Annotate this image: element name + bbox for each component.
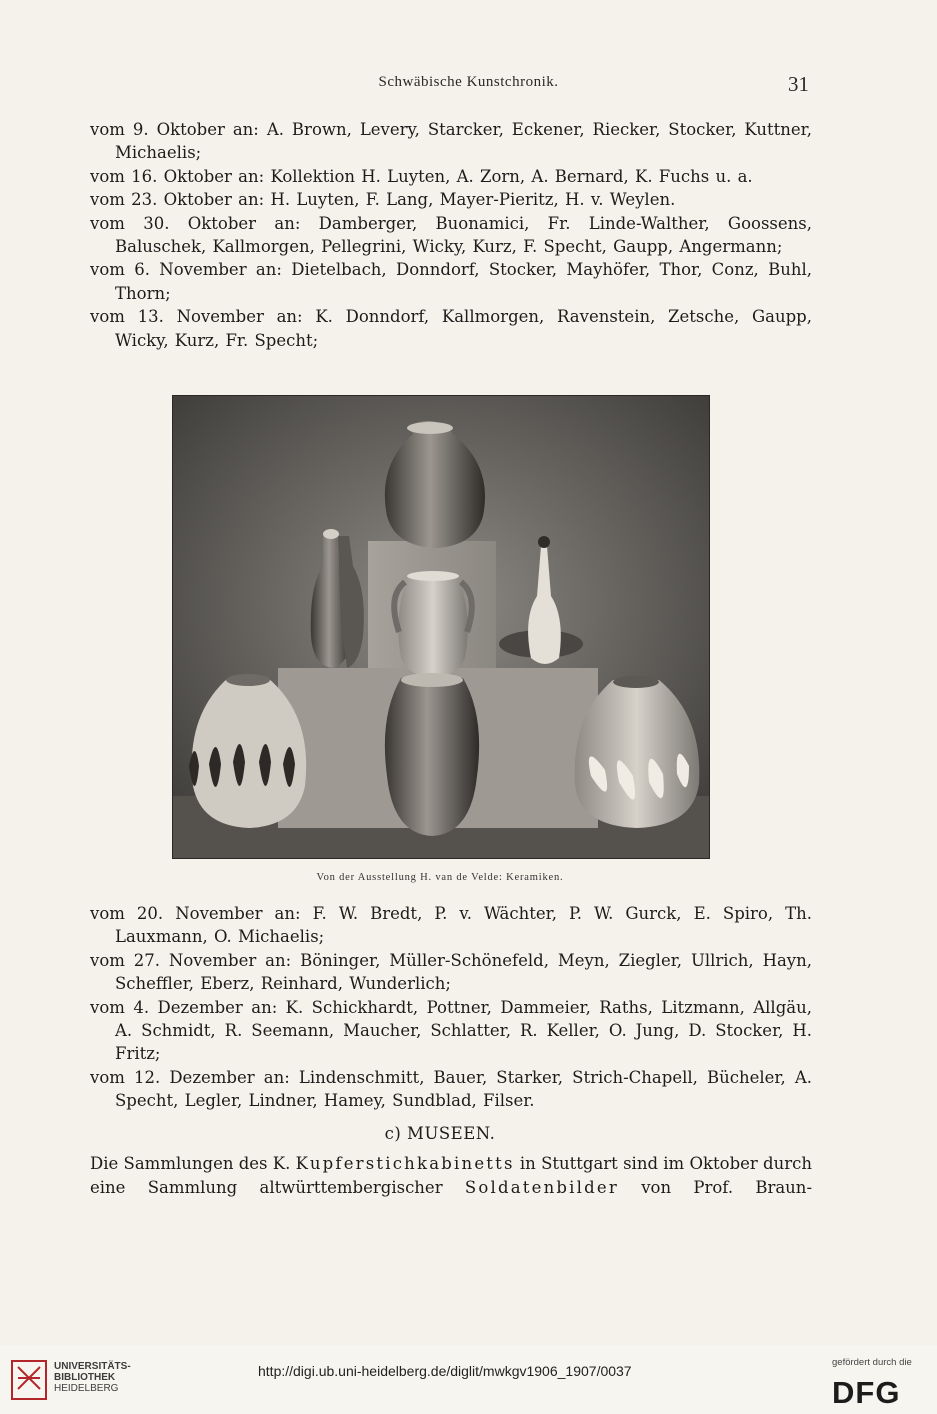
- paragraph-start: Die Sammlungen des K.: [90, 1154, 291, 1173]
- emphasis-kupferstichkabinetts: Kupferstichkabinetts: [295, 1154, 515, 1173]
- body-paragraph: [90, 1152, 812, 1200]
- library-line-3: HEIDELBERG: [54, 1383, 119, 1394]
- exhibition-list-top: [90, 118, 812, 352]
- source-url-link[interactable]: http://digi.ub.uni-heidelberg.de/diglit/mwkgv1906_1907/0037: [258, 1363, 632, 1379]
- list-item: vom 16. Oktober an: Kollektion H. Luyten, A. Zorn, A. Bernard, K. Fuchs u. a.: [90, 166, 753, 186]
- library-line-1: UNIVERSITÄTS-: [54, 1361, 131, 1372]
- emphasis-soldatenbilder: Soldatenbilder: [464, 1178, 619, 1197]
- section-heading: c) MUSEEN.: [384, 1124, 496, 1143]
- list-item: vom 4. Dezember an: K. Schickhardt, Pottner, Dammeier, Raths, Litzmann, Allgäu, A. Schmidt, R. Seemann, Maucher, Schlatter, R. Keller, O. Jung, D. Stocker, H. Fritz;: [90, 997, 812, 1064]
- list-item: vom 6. November an: Dietelbach, Donndorf, Stocker, Mayhöfer, Thor, Conz, Buhl, Thorn;: [90, 260, 812, 303]
- footer-bar: [0, 1345, 937, 1414]
- figure-caption: Von der Ausstellung H. van de Velde: Keramiken.: [316, 872, 564, 883]
- paragraph-middle: in Stuttgart sind im Oktober durch eine Sammlung altwürttembergischer: [90, 1154, 812, 1197]
- list-item: vom 30. Oktober an: Damberger, Buonamici, Fr. Linde-Walther, Goossens, Baluschek, Kallmorgen, Pellegrini, Wicky, Kurz, F. Specht, Gaupp, Angermann;: [90, 213, 812, 257]
- library-line-2: BIBLIOTHEK: [54, 1372, 116, 1383]
- running-title: Schwäbische Kunstchronik.: [378, 74, 559, 90]
- exhibition-list-bottom: [90, 902, 812, 1113]
- list-item: vom 12. Dezember an: Lindenschmitt, Bauer, Starker, Strich-Chapell, Bücheler, A. Specht, Legler, Lindner, Hamey, Sundblad, Filser.: [90, 1067, 812, 1111]
- ceramics-photograph: [172, 395, 710, 859]
- list-item: vom 23. Oktober an: H. Luyten, F. Lang, Mayer-Pieritz, H. v. Weylen.: [90, 190, 676, 210]
- list-item: vom 13. November an: K. Donndorf, Kallmorgen, Ravenstein, Zetsche, Gaupp, Wicky, Kurz, Fr. Specht;: [90, 307, 812, 350]
- funder-note: gefördert durch die: [832, 1357, 912, 1368]
- list-item: vom 27. November an: Böninger, Müller-Schönefeld, Meyn, Ziegler, Ullrich, Hayn, Scheffler, Eberz, Reinhard, Wunderlich;: [90, 950, 812, 994]
- library-name: [54, 1361, 131, 1394]
- list-item: vom 20. November an: F. W. Bredt, P. v. Wächter, P. W. Gurck, E. Spiro, Th. Lauxmann, O. Michaelis;: [90, 904, 812, 947]
- page-number: 31: [788, 72, 809, 96]
- paragraph-end: von Prof. Braun-: [641, 1178, 813, 1197]
- dfg-logo: DFG: [832, 1375, 901, 1410]
- ceramics-photo-illustration: [173, 396, 709, 858]
- list-item: vom 9. Oktober an: A. Brown, Levery, Starcker, Eckener, Riecker, Stocker, Kuttner, Michaelis;: [90, 120, 812, 163]
- university-library-logo-icon: [10, 1359, 48, 1401]
